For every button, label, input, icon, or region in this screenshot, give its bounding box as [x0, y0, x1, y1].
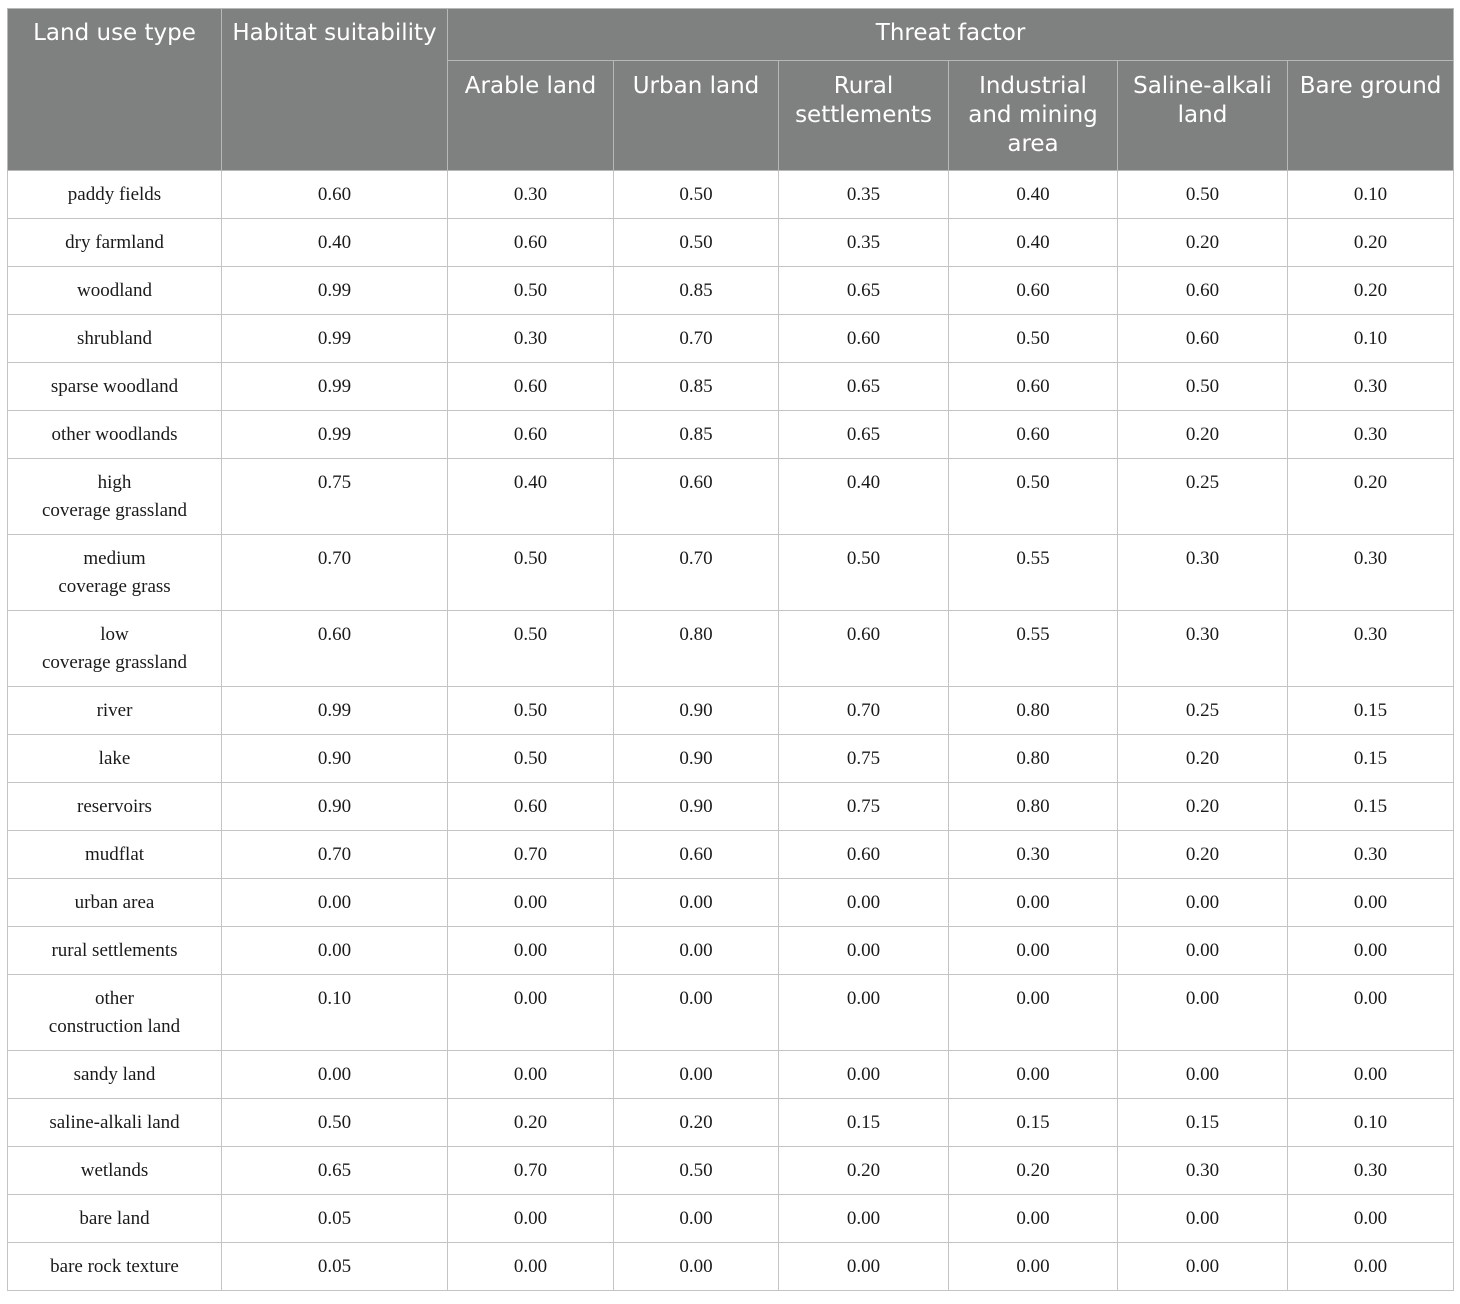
cell-rural-settlements: 0.65: [779, 363, 949, 411]
cell-land-use-type: [8, 1243, 222, 1291]
cell-bare-ground: 0.15: [1288, 783, 1454, 831]
cell-industrial-mining-area: 0.80: [949, 783, 1118, 831]
cell-land-use-type: [8, 1195, 222, 1243]
cell-land-use-type: [8, 611, 222, 687]
cell-industrial-mining-area: 0.60: [949, 267, 1118, 315]
cell-bare-ground: 0.15: [1288, 687, 1454, 735]
table-row: [8, 879, 1454, 927]
cell-industrial-mining-area: 0.30: [949, 831, 1118, 879]
cell-rural-settlements: 0.15: [779, 1099, 949, 1147]
table-row: [8, 1051, 1454, 1099]
table-row: [8, 363, 1454, 411]
cell-habitat-suitability: 0.70: [222, 831, 448, 879]
cell-rural-settlements: 0.00: [779, 927, 949, 975]
cell-saline-alkali-land: 0.25: [1118, 459, 1288, 535]
cell-bare-ground: 0.10: [1288, 171, 1454, 219]
table-row: [8, 975, 1454, 1051]
cell-saline-alkali-land: 0.00: [1118, 1051, 1288, 1099]
cell-arable-land: 0.00: [448, 927, 614, 975]
cell-saline-alkali-land: 0.50: [1118, 171, 1288, 219]
cell-industrial-mining-area: 0.60: [949, 411, 1118, 459]
cell-saline-alkali-land: 0.00: [1118, 927, 1288, 975]
cell-bare-ground: 0.00: [1288, 1051, 1454, 1099]
land-use-name-line: saline-alkali land: [49, 1112, 180, 1133]
cell-habitat-suitability: 0.00: [222, 879, 448, 927]
table-row: [8, 611, 1454, 687]
table-row: [8, 735, 1454, 783]
cell-habitat-suitability: 0.60: [222, 171, 448, 219]
cell-arable-land: 0.50: [448, 735, 614, 783]
cell-urban-land: 0.70: [614, 315, 779, 363]
header-rural-settlements: Rural settlements: [779, 61, 949, 171]
header-urban-land: Urban land: [614, 61, 779, 171]
cell-rural-settlements: 0.00: [779, 975, 949, 1051]
cell-urban-land: 0.60: [614, 831, 779, 879]
cell-bare-ground: 0.00: [1288, 975, 1454, 1051]
land-use-threat-table: [7, 8, 1454, 1291]
cell-bare-ground: 0.10: [1288, 315, 1454, 363]
cell-rural-settlements: 0.00: [779, 879, 949, 927]
land-use-name-line: shrubland: [77, 328, 152, 349]
cell-rural-settlements: 0.00: [779, 1243, 949, 1291]
cell-saline-alkali-land: 0.00: [1118, 1195, 1288, 1243]
cell-saline-alkali-land: 0.15: [1118, 1099, 1288, 1147]
cell-land-use-type: [8, 411, 222, 459]
land-use-name-line: coverage grassland: [41, 652, 188, 673]
cell-industrial-mining-area: 0.00: [949, 927, 1118, 975]
cell-land-use-type: [8, 219, 222, 267]
cell-land-use-type: [8, 1099, 222, 1147]
cell-arable-land: 0.50: [448, 687, 614, 735]
cell-industrial-mining-area: 0.00: [949, 1195, 1118, 1243]
cell-habitat-suitability: 0.60: [222, 611, 448, 687]
cell-urban-land: 0.50: [614, 1147, 779, 1195]
cell-arable-land: 0.60: [448, 783, 614, 831]
cell-rural-settlements: 0.35: [779, 171, 949, 219]
land-use-name-line: coverage grass: [58, 576, 171, 597]
cell-arable-land: 0.00: [448, 1051, 614, 1099]
land-use-name-line: coverage grassland: [41, 500, 188, 521]
table-row: [8, 219, 1454, 267]
cell-land-use-type: [8, 783, 222, 831]
cell-industrial-mining-area: 0.00: [949, 975, 1118, 1051]
cell-habitat-suitability: 0.05: [222, 1243, 448, 1291]
cell-habitat-suitability: 0.75: [222, 459, 448, 535]
cell-rural-settlements: 0.50: [779, 535, 949, 611]
cell-rural-settlements: 0.35: [779, 219, 949, 267]
land-use-name-line: high: [97, 472, 132, 493]
cell-bare-ground: 0.30: [1288, 831, 1454, 879]
cell-rural-settlements: 0.70: [779, 687, 949, 735]
land-use-name-line: other: [94, 988, 135, 1009]
table-row: [8, 171, 1454, 219]
cell-bare-ground: 0.30: [1288, 411, 1454, 459]
cell-habitat-suitability: 0.00: [222, 927, 448, 975]
cell-saline-alkali-land: 0.50: [1118, 363, 1288, 411]
cell-saline-alkali-land: 0.20: [1118, 219, 1288, 267]
cell-habitat-suitability: 0.65: [222, 1147, 448, 1195]
cell-arable-land: 0.30: [448, 171, 614, 219]
cell-saline-alkali-land: 0.20: [1118, 735, 1288, 783]
table-row: [8, 459, 1454, 535]
cell-saline-alkali-land: 0.20: [1118, 831, 1288, 879]
header-threat-factor: Threat factor: [448, 9, 1454, 61]
cell-urban-land: 0.00: [614, 975, 779, 1051]
table-row: [8, 783, 1454, 831]
cell-urban-land: 0.00: [614, 1243, 779, 1291]
land-use-name-line: woodland: [77, 280, 152, 301]
cell-habitat-suitability: 0.05: [222, 1195, 448, 1243]
cell-arable-land: 0.50: [448, 267, 614, 315]
cell-saline-alkali-land: 0.30: [1118, 611, 1288, 687]
land-use-name-line: paddy fields: [67, 184, 162, 205]
cell-rural-settlements: 0.60: [779, 315, 949, 363]
cell-land-use-type: [8, 735, 222, 783]
cell-urban-land: 0.20: [614, 1099, 779, 1147]
land-use-name-line: sandy land: [73, 1064, 156, 1085]
table-row: [8, 535, 1454, 611]
cell-saline-alkali-land: 0.20: [1118, 411, 1288, 459]
header-arable-land: Arable land: [448, 61, 614, 171]
cell-rural-settlements: 0.65: [779, 267, 949, 315]
cell-urban-land: 0.00: [614, 927, 779, 975]
cell-industrial-mining-area: 0.00: [949, 879, 1118, 927]
cell-bare-ground: 0.30: [1288, 535, 1454, 611]
land-use-name-line: river: [96, 700, 133, 721]
table-header: [8, 9, 1454, 171]
cell-industrial-mining-area: 0.60: [949, 363, 1118, 411]
land-use-name-line: reservoirs: [77, 796, 152, 817]
table-row: [8, 411, 1454, 459]
cell-industrial-mining-area: 0.20: [949, 1147, 1118, 1195]
cell-industrial-mining-area: 0.00: [949, 1243, 1118, 1291]
land-use-name-line: other woodlands: [51, 424, 178, 445]
table-row: [8, 1147, 1454, 1195]
cell-industrial-mining-area: 0.50: [949, 315, 1118, 363]
cell-habitat-suitability: 0.40: [222, 219, 448, 267]
cell-industrial-mining-area: 0.40: [949, 171, 1118, 219]
cell-urban-land: 0.50: [614, 171, 779, 219]
cell-industrial-mining-area: 0.80: [949, 735, 1118, 783]
cell-rural-settlements: 0.00: [779, 1051, 949, 1099]
cell-urban-land: 0.00: [614, 1195, 779, 1243]
table-row: [8, 1195, 1454, 1243]
cell-bare-ground: 0.10: [1288, 1099, 1454, 1147]
table-row: [8, 267, 1454, 315]
header-bare-ground: Bare ground: [1288, 61, 1454, 171]
cell-bare-ground: 0.20: [1288, 459, 1454, 535]
cell-bare-ground: 0.30: [1288, 363, 1454, 411]
cell-urban-land: 0.85: [614, 267, 779, 315]
cell-arable-land: 0.00: [448, 1195, 614, 1243]
cell-saline-alkali-land: 0.00: [1118, 1243, 1288, 1291]
cell-land-use-type: [8, 315, 222, 363]
cell-urban-land: 0.90: [614, 783, 779, 831]
cell-bare-ground: 0.20: [1288, 267, 1454, 315]
cell-habitat-suitability: 0.10: [222, 975, 448, 1051]
header-saline-alkali-land: Saline-alkali land: [1118, 61, 1288, 171]
cell-rural-settlements: 0.65: [779, 411, 949, 459]
land-use-name-line: construction land: [48, 1016, 181, 1037]
table-row: [8, 1243, 1454, 1291]
cell-habitat-suitability: 0.99: [222, 411, 448, 459]
cell-arable-land: 0.60: [448, 219, 614, 267]
cell-rural-settlements: 0.60: [779, 611, 949, 687]
cell-habitat-suitability: 0.99: [222, 363, 448, 411]
cell-arable-land: 0.60: [448, 363, 614, 411]
land-use-name-line: dry farmland: [65, 232, 164, 253]
cell-urban-land: 0.85: [614, 363, 779, 411]
cell-bare-ground: 0.00: [1288, 1243, 1454, 1291]
land-use-name-line: wetlands: [80, 1160, 149, 1181]
cell-rural-settlements: 0.75: [779, 735, 949, 783]
land-use-name-line: bare rock texture: [50, 1256, 179, 1277]
cell-habitat-suitability: 0.70: [222, 535, 448, 611]
cell-rural-settlements: 0.20: [779, 1147, 949, 1195]
cell-industrial-mining-area: 0.55: [949, 535, 1118, 611]
cell-rural-settlements: 0.60: [779, 831, 949, 879]
cell-saline-alkali-land: 0.30: [1118, 535, 1288, 611]
cell-urban-land: 0.70: [614, 535, 779, 611]
cell-saline-alkali-land: 0.30: [1118, 1147, 1288, 1195]
table-row: [8, 831, 1454, 879]
cell-land-use-type: [8, 975, 222, 1051]
cell-arable-land: 0.50: [448, 611, 614, 687]
cell-saline-alkali-land: 0.20: [1118, 783, 1288, 831]
cell-bare-ground: 0.00: [1288, 879, 1454, 927]
cell-industrial-mining-area: 0.50: [949, 459, 1118, 535]
land-use-name-line: low: [100, 624, 129, 645]
cell-industrial-mining-area: 0.55: [949, 611, 1118, 687]
cell-habitat-suitability: 0.50: [222, 1099, 448, 1147]
cell-habitat-suitability: 0.99: [222, 687, 448, 735]
cell-saline-alkali-land: 0.60: [1118, 315, 1288, 363]
cell-urban-land: 0.90: [614, 687, 779, 735]
cell-urban-land: 0.00: [614, 879, 779, 927]
cell-arable-land: 0.00: [448, 1243, 614, 1291]
header-habitat-suitability: Habitat suitability: [222, 9, 448, 171]
cell-habitat-suitability: 0.90: [222, 783, 448, 831]
header-land-use-type: Land use type: [8, 9, 222, 171]
cell-land-use-type: [8, 927, 222, 975]
cell-urban-land: 0.80: [614, 611, 779, 687]
cell-industrial-mining-area: 0.80: [949, 687, 1118, 735]
cell-arable-land: 0.60: [448, 411, 614, 459]
cell-land-use-type: [8, 1147, 222, 1195]
table-row: [8, 315, 1454, 363]
cell-bare-ground: 0.00: [1288, 927, 1454, 975]
cell-industrial-mining-area: 0.15: [949, 1099, 1118, 1147]
cell-arable-land: 0.70: [448, 831, 614, 879]
cell-arable-land: 0.20: [448, 1099, 614, 1147]
cell-arable-land: 0.70: [448, 1147, 614, 1195]
cell-rural-settlements: 0.75: [779, 783, 949, 831]
table-row: [8, 687, 1454, 735]
cell-saline-alkali-land: 0.25: [1118, 687, 1288, 735]
cell-habitat-suitability: 0.00: [222, 1051, 448, 1099]
cell-land-use-type: [8, 267, 222, 315]
cell-urban-land: 0.00: [614, 1051, 779, 1099]
cell-urban-land: 0.60: [614, 459, 779, 535]
cell-land-use-type: [8, 459, 222, 535]
land-use-name-line: rural settlements: [51, 940, 178, 961]
land-use-name-line: medium: [83, 548, 146, 569]
cell-land-use-type: [8, 363, 222, 411]
cell-arable-land: 0.30: [448, 315, 614, 363]
cell-urban-land: 0.90: [614, 735, 779, 783]
cell-rural-settlements: 0.40: [779, 459, 949, 535]
cell-saline-alkali-land: 0.00: [1118, 975, 1288, 1051]
cell-land-use-type: [8, 879, 222, 927]
cell-land-use-type: [8, 831, 222, 879]
cell-bare-ground: 0.20: [1288, 219, 1454, 267]
cell-arable-land: 0.00: [448, 879, 614, 927]
cell-land-use-type: [8, 535, 222, 611]
cell-industrial-mining-area: 0.40: [949, 219, 1118, 267]
cell-habitat-suitability: 0.99: [222, 267, 448, 315]
cell-saline-alkali-land: 0.60: [1118, 267, 1288, 315]
land-use-name-line: sparse woodland: [50, 376, 179, 397]
cell-land-use-type: [8, 687, 222, 735]
cell-arable-land: 0.00: [448, 975, 614, 1051]
cell-arable-land: 0.40: [448, 459, 614, 535]
cell-bare-ground: 0.30: [1288, 1147, 1454, 1195]
land-use-name-line: urban area: [74, 892, 155, 913]
cell-industrial-mining-area: 0.00: [949, 1051, 1118, 1099]
cell-arable-land: 0.50: [448, 535, 614, 611]
header-industrial-mining-area: Industrial and mining area: [949, 61, 1118, 171]
cell-bare-ground: 0.00: [1288, 1195, 1454, 1243]
cell-urban-land: 0.50: [614, 219, 779, 267]
cell-land-use-type: [8, 1051, 222, 1099]
cell-saline-alkali-land: 0.00: [1118, 879, 1288, 927]
land-use-name-line: bare land: [79, 1208, 150, 1229]
cell-bare-ground: 0.15: [1288, 735, 1454, 783]
table-row: [8, 927, 1454, 975]
cell-rural-settlements: 0.00: [779, 1195, 949, 1243]
table-row: [8, 1099, 1454, 1147]
cell-habitat-suitability: 0.90: [222, 735, 448, 783]
cell-habitat-suitability: 0.99: [222, 315, 448, 363]
cell-urban-land: 0.85: [614, 411, 779, 459]
table-body: [8, 171, 1454, 1291]
cell-land-use-type: [8, 171, 222, 219]
land-use-name-line: mudflat: [84, 844, 145, 865]
land-use-name-line: lake: [98, 748, 131, 769]
cell-bare-ground: 0.30: [1288, 611, 1454, 687]
